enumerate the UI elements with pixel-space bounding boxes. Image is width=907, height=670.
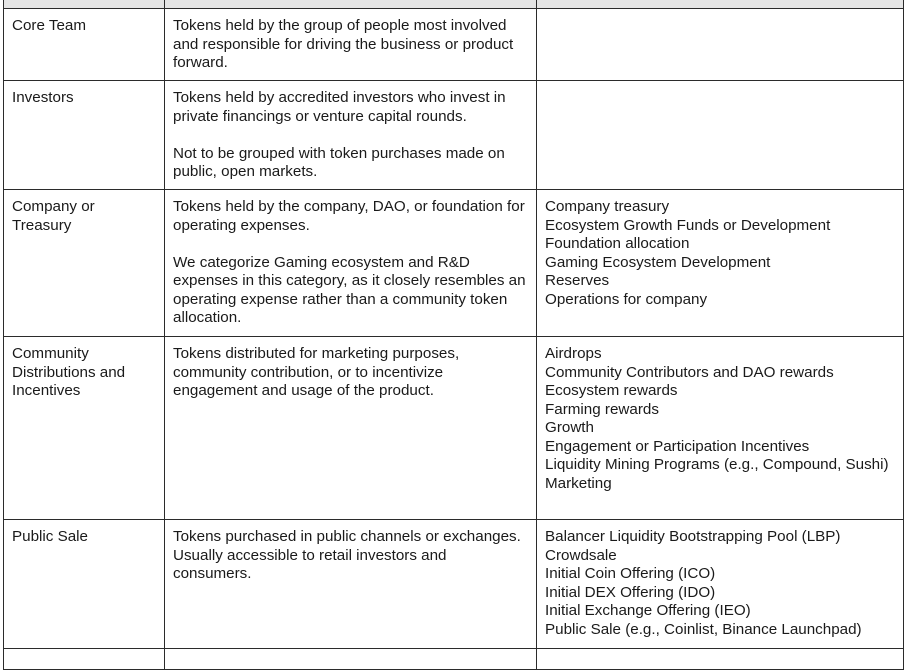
category-label: Public Sale <box>12 528 88 545</box>
table-row <box>4 190 904 337</box>
example-item: Ecosystem Growth Funds or Development <box>545 216 831 234</box>
table-header-row <box>4 0 904 9</box>
token-allocation-table <box>3 0 904 670</box>
examples-cell <box>537 81 904 190</box>
table-row <box>4 520 904 649</box>
example-item: Engagement or Participation Incentives <box>545 437 810 455</box>
table-row <box>4 337 904 520</box>
description-cell <box>165 190 537 337</box>
description-paragraph: Tokens distributed for marketing purposes, community contribution, or to incentivize engagement and usage of the product. <box>173 345 460 399</box>
example-item: Ecosystem rewards <box>545 382 678 399</box>
example-item: Community Contributors and DAO rewards <box>545 363 834 381</box>
description-paragraph: Tokens held by the group of people most involved and responsible for driving the business or product forward. <box>173 17 514 71</box>
description-paragraph: Tokens purchased in public channels or exchanges. Usually accessible to retail investors and consumers. <box>173 528 521 582</box>
description-cell <box>165 649 537 670</box>
description-cell <box>165 81 537 190</box>
header-cell <box>4 0 165 9</box>
header-cell <box>165 0 537 9</box>
description-paragraph: We categorize Gaming ecosystem and R&D expenses in this category, as it closely resembles an operating expense rather than a community token allocation. <box>173 253 526 326</box>
header-cell <box>537 0 904 9</box>
example-item: Liquidity Mining Programs (e.g., Compound, Sushi) <box>545 456 889 473</box>
example-item: Reserves <box>545 272 610 289</box>
table-row <box>4 81 904 190</box>
description-paragraph: Tokens held by accredited investors who invest in private financings or venture capital rounds. <box>173 89 506 125</box>
example-item: Gaming Ecosystem Development <box>545 253 771 271</box>
category-label: Investors <box>12 89 74 106</box>
description-cell <box>165 520 537 649</box>
example-item: Balancer Liquidity Bootstrapping Pool (LBP) <box>545 528 841 545</box>
example-item: Public Sale (e.g., Coinlist, Binance Launchpad) <box>545 620 862 638</box>
category-cell <box>4 81 165 190</box>
description-cell <box>165 337 537 520</box>
category-label: Company or Treasury <box>12 198 95 234</box>
example-item: Foundation allocation <box>545 235 690 252</box>
example-item: Airdrops <box>545 345 602 362</box>
category-cell <box>4 520 165 649</box>
example-item: Crowdsale <box>545 546 617 564</box>
examples-cell <box>537 337 904 520</box>
example-item: Company treasury <box>545 198 670 215</box>
example-item: Initial Coin Offering (ICO) <box>545 565 716 582</box>
description-paragraph: Not to be grouped with token purchases made on public, open markets. <box>173 144 505 180</box>
description-paragraph: Tokens held by the company, DAO, or foundation for operating expenses. <box>173 198 525 234</box>
examples-cell <box>537 9 904 81</box>
category-label: Core Team <box>12 17 87 34</box>
examples-cell <box>537 520 904 649</box>
table-row <box>4 9 904 81</box>
category-cell <box>4 649 165 670</box>
description-cell <box>165 9 537 81</box>
category-cell <box>4 190 165 337</box>
category-cell <box>4 337 165 520</box>
examples-cell <box>537 649 904 670</box>
example-item: Initial Exchange Offering (IEO) <box>545 602 751 619</box>
table-row <box>4 649 904 670</box>
token-allocation-table-container <box>3 0 903 670</box>
example-item: Marketing <box>545 474 612 492</box>
example-item: Operations for company <box>545 290 708 308</box>
category-cell <box>4 9 165 81</box>
category-label: Community Distributions and Incentives <box>12 345 126 399</box>
example-item: Initial DEX Offering (IDO) <box>545 583 716 601</box>
examples-cell <box>537 190 904 337</box>
example-item: Growth <box>545 419 594 436</box>
example-item: Farming rewards <box>545 400 659 418</box>
